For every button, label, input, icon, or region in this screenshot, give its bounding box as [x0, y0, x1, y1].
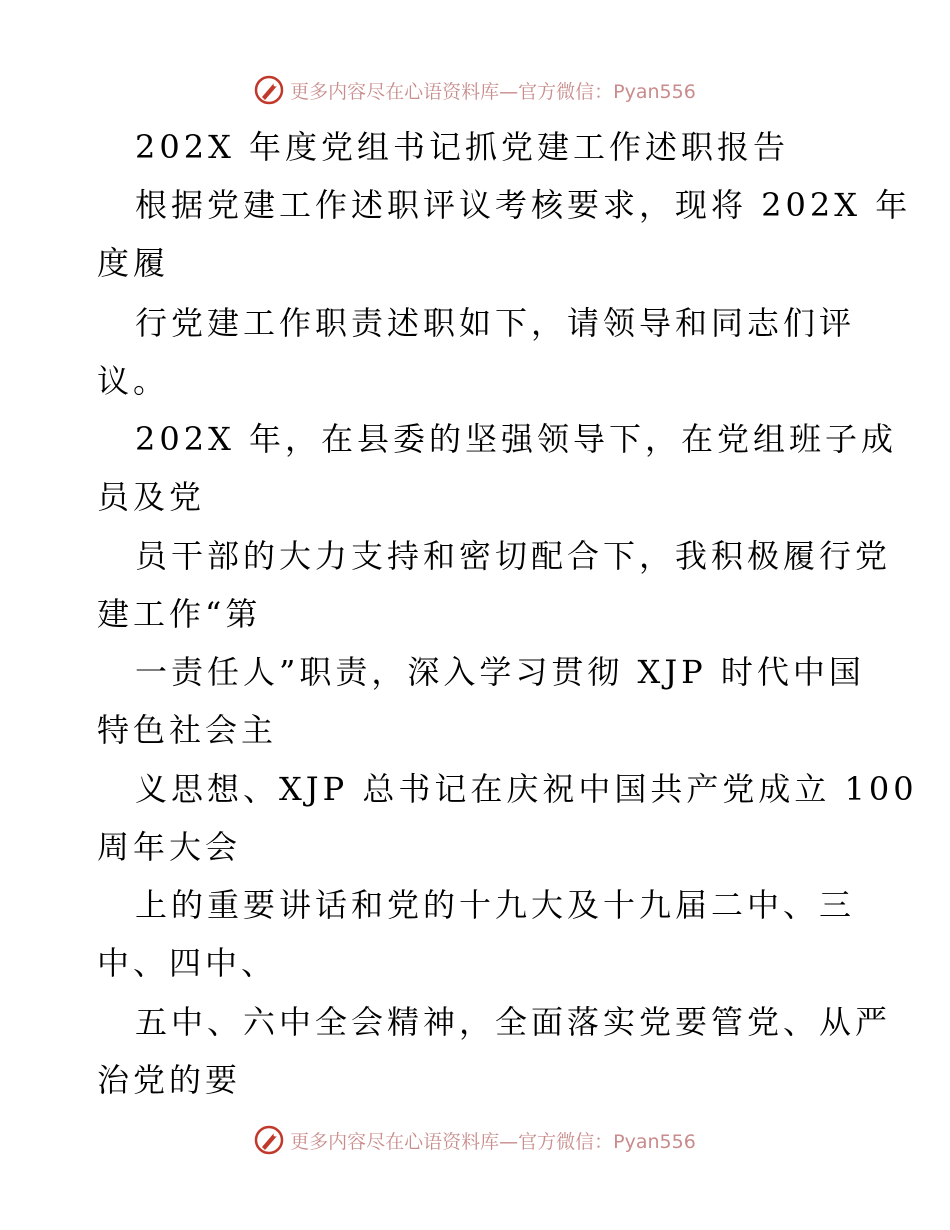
text-line: 202X 年，在县委的坚强领导下，在党组班子成	[135, 420, 898, 458]
text-line: 中、四中、	[97, 944, 278, 982]
text-line: 员及党	[97, 478, 206, 516]
text-line: 治党的要	[97, 1061, 242, 1099]
document-title: 202X 年度党组书记抓党建工作述职报告	[135, 128, 790, 166]
text-line: 度履	[97, 244, 170, 282]
footer-watermark	[0, 1120, 950, 1160]
text-line: 行党建工作职责述职如下，请领导和同志们评	[135, 304, 856, 342]
text-line: 根据党建工作述职评议考核要求，现将 202X 年	[135, 186, 912, 224]
text-line: 员干部的大力支持和密切配合下，我积极履行党	[135, 537, 892, 575]
text-line: 特色社会主	[97, 711, 278, 749]
pen-logo-icon	[254, 75, 284, 105]
text-line: 一责任人”职责，深入学习贯彻 XJP 时代中国	[135, 653, 865, 691]
text-line: 周年大会	[97, 828, 242, 866]
text-line: 议。	[97, 362, 170, 400]
text-line: 上的重要讲话和党的十九大及十九届二中、三	[135, 886, 856, 924]
watermark-text: 更多内容尽在心语资料库—官方微信：Pyan556	[290, 1130, 696, 1153]
watermark-text: 更多内容尽在心语资料库—官方微信：Pyan556	[290, 80, 696, 103]
text-line: 建工作“第	[97, 595, 262, 633]
text-line: 义思想、XJP 总书记在庆祝中国共产党成立 100	[135, 770, 918, 808]
header-watermark	[0, 70, 950, 110]
text-line: 五中、六中全会精神，全面落实党要管党、从严	[135, 1003, 892, 1041]
pen-logo-icon	[254, 1125, 284, 1155]
